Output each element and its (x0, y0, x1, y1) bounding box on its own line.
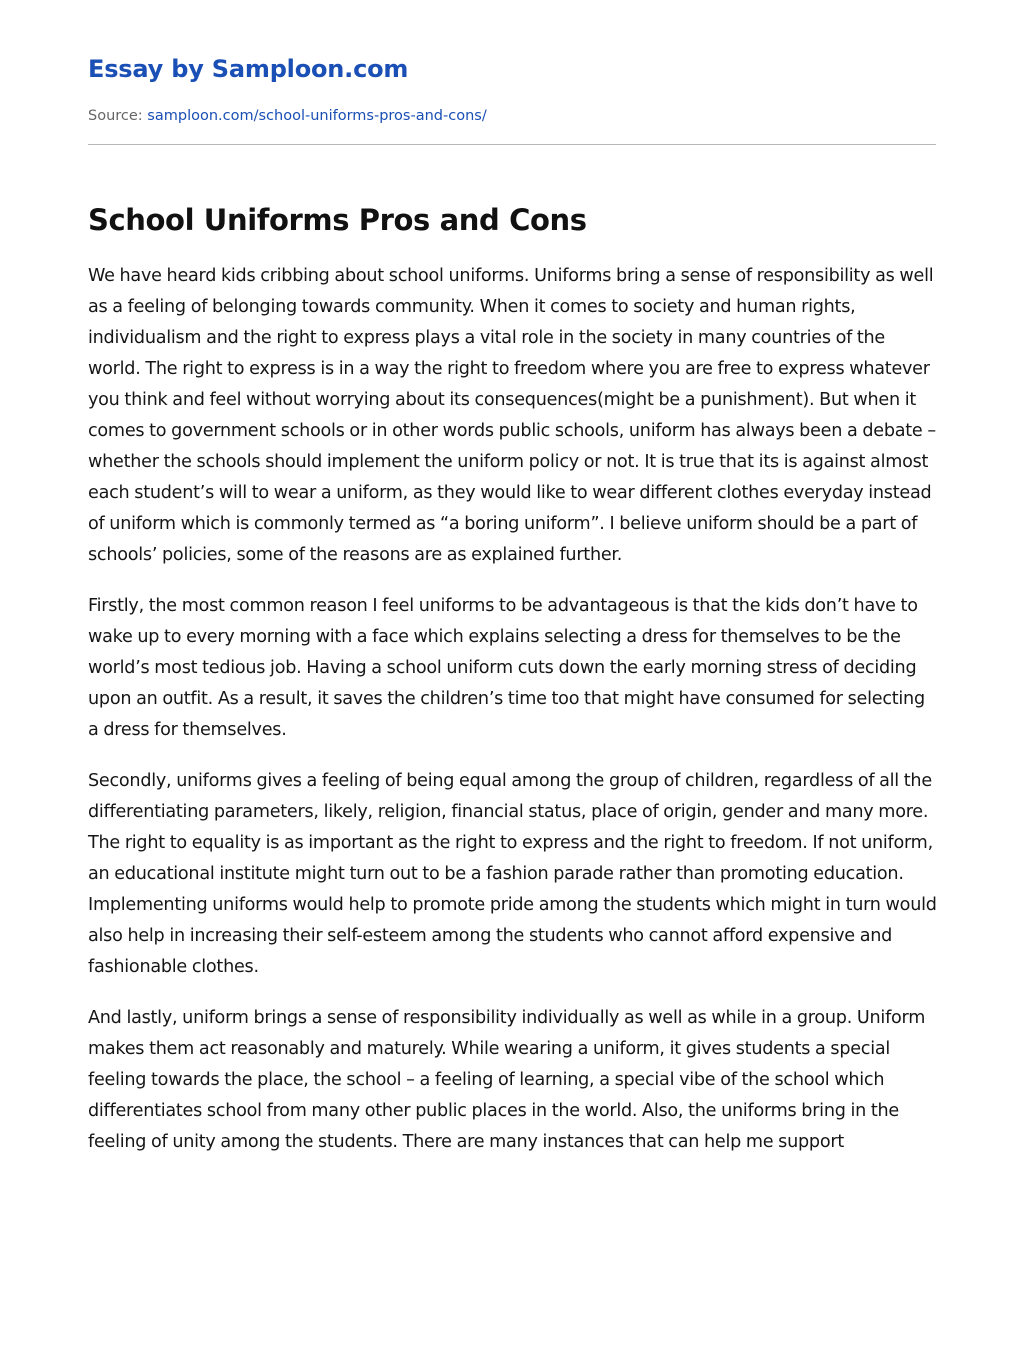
source-link[interactable]: samploon.com/school-uniforms-pros-and-cons/ (147, 108, 487, 124)
paragraph-4: And lastly, uniform brings a sense of responsibility individually as well as while in a group. Uniform makes them act reasonably and maturely. While wearing a uniform, it gives students a special feeling towards the place, the school – a feeling of learning, a special vibe of the school which differentiates school from many other public places in the world. Also, the uniforms bring in the feeling of unity among the students. There are many instances that can help me support (88, 1008, 926, 1152)
site-brand[interactable]: Essay by Samploon.com (88, 55, 409, 83)
essay-body (88, 261, 938, 1158)
paragraph-1: We have heard kids cribbing about school uniforms. Uniforms bring a sense of responsibility as well as a feeling of belonging towards community. When it comes to society and human rights, individualism and the right to express plays a vital role in the society in many countries of the world. The right to express is in a way the right to freedom where you are free to express whatever you think and feel without worrying about its consequences(might be a punishment). But when it comes to government schools or in other words public schools, uniform has always been a debate – whether the schools should implement the uniform policy or not. It is true that its is against almost each student’s will to wear a uniform, as they would like to wear different clothes everyday instead of uniform which is commonly termed as “a boring uniform”. I believe uniform should be a part of schools’ policies, some of the reasons are as explained further. (88, 266, 936, 565)
source-line (88, 106, 938, 126)
paragraph-2: Firstly, the most common reason I feel uniforms to be advantageous is that the kids don’t have to wake up to every morning with a face which explains selecting a dress for themselves to be the world’s most tedious job. Having a school uniform cuts down the early morning stress of deciding upon an outfit. As a result, it saves the children’s time too that might have consumed for selecting a dress for themselves. (88, 596, 925, 740)
essay-page (88, 0, 938, 1178)
essay-title: School Uniforms Pros and Cons (88, 203, 587, 237)
source-label: Source: (88, 108, 143, 124)
header-divider (88, 144, 936, 145)
paragraph-3: Secondly, uniforms gives a feeling of being equal among the group of children, regardless of all the differentiating parameters, likely, religion, financial status, place of origin, gender and many more. The right to equality is as important as the right to express and the right to freedom. If not uniform, an educational institute might turn out to be a fashion parade rather than promoting education. Implementing uniforms would help to promote pride among the students which might in turn would also help in increasing their self-esteem among the students who cannot afford expensive and fashionable clothes. (88, 771, 937, 977)
